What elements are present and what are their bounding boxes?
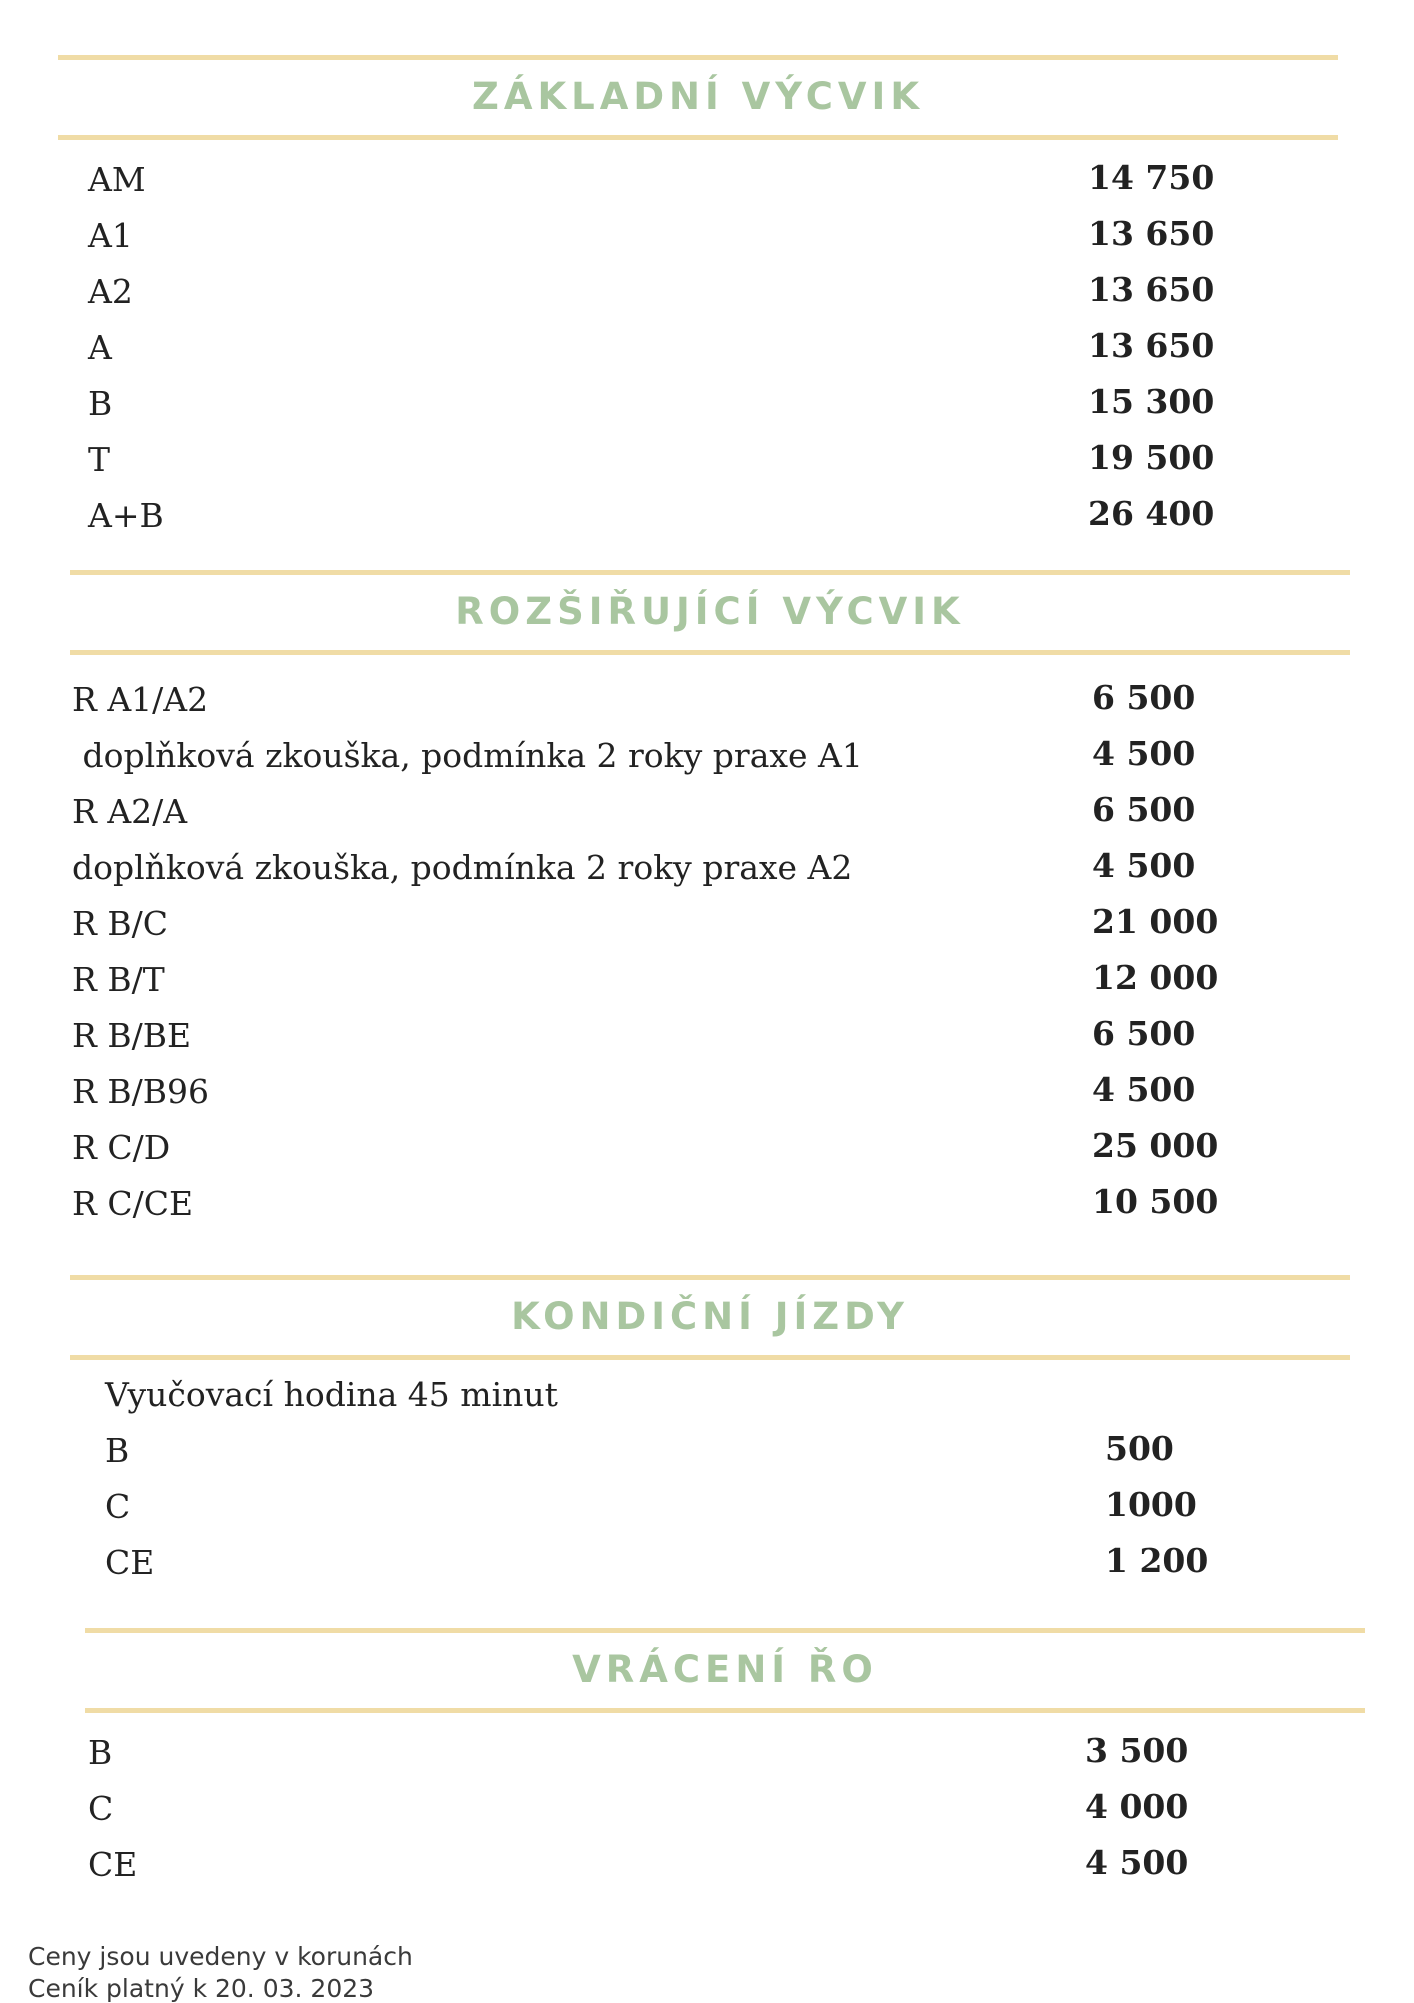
price-row: [88, 216, 1338, 266]
section-bottom-rule: [85, 1708, 1365, 1713]
row-price: 500: [1105, 1429, 1174, 1468]
row-label: A2: [88, 272, 133, 311]
row-label: B: [105, 1431, 130, 1470]
price-row: [72, 1184, 1342, 1234]
row-price: 4 500: [1092, 734, 1196, 773]
footer-validity-note: Ceník platný k 20. 03. 2023: [28, 1974, 375, 2003]
row-label: C: [105, 1487, 131, 1526]
row-label: CE: [88, 1845, 138, 1884]
row-label: R B/T: [72, 960, 165, 999]
row-label: A1: [88, 216, 133, 255]
section-intro: [105, 1375, 1305, 1425]
row-price: 6 500: [1092, 678, 1196, 717]
price-row: [88, 1733, 1358, 1783]
row-price: 14 750: [1088, 158, 1215, 197]
price-row: [88, 328, 1338, 378]
row-label: R B/BE: [72, 1016, 192, 1055]
row-price: 13 650: [1088, 270, 1215, 309]
price-row: [105, 1543, 1345, 1593]
row-label: R A1/A2: [72, 680, 209, 719]
row-price: 4 500: [1085, 1843, 1189, 1882]
row-label: doplňková zkouška, podmínka 2 roky praxe A1: [72, 736, 863, 775]
row-price: 1 200: [1105, 1541, 1209, 1580]
section-zakladni-vycvik: [58, 55, 1338, 555]
row-label: AM: [88, 160, 146, 199]
section-bottom-rule: [70, 650, 1350, 655]
row-label: B: [88, 384, 113, 423]
section-bottom-rule: [70, 1355, 1350, 1360]
row-price: 13 650: [1088, 214, 1215, 253]
price-row: [72, 848, 1342, 898]
price-row: [72, 792, 1342, 842]
price-row: [72, 960, 1342, 1010]
section-heading: ZÁKLADNÍ VÝCVIK: [471, 75, 924, 118]
section-top-rule: [70, 1275, 1350, 1280]
section-bottom-rule: [58, 135, 1338, 140]
row-label: R A2/A: [72, 792, 188, 831]
price-row: [88, 272, 1338, 322]
row-price: 4 500: [1092, 1070, 1196, 1109]
row-price: 26 400: [1088, 494, 1215, 533]
section-heading: ROZŠIŘUJÍCÍ VÝCVIK: [455, 590, 965, 633]
section-top-rule: [70, 570, 1350, 575]
price-row: [88, 1789, 1358, 1839]
section-kondicni-jizdy: [70, 1275, 1350, 1595]
price-row: [88, 384, 1338, 434]
price-row: [72, 680, 1342, 730]
row-label: R C/CE: [72, 1184, 194, 1223]
row-price: 13 650: [1088, 326, 1215, 365]
section-top-rule: [58, 55, 1338, 60]
section-heading: VRÁCENÍ ŘO: [572, 1648, 878, 1691]
row-label: T: [88, 440, 111, 479]
row-price: 6 500: [1092, 790, 1196, 829]
price-row: [72, 736, 1342, 786]
row-price: 6 500: [1092, 1014, 1196, 1053]
row-label: R C/D: [72, 1128, 171, 1167]
price-row: [72, 904, 1342, 954]
row-price: 4 000: [1085, 1787, 1189, 1826]
price-row: [72, 1128, 1342, 1178]
row-label: A+B: [88, 496, 164, 535]
row-price: 15 300: [1088, 382, 1215, 421]
row-price: 19 500: [1088, 438, 1215, 477]
row-price: 25 000: [1092, 1126, 1219, 1165]
row-price: 1000: [1105, 1485, 1197, 1524]
row-label: C: [88, 1789, 114, 1828]
row-label: B: [88, 1733, 113, 1772]
row-label: R B/C: [72, 904, 168, 943]
row-price: 10 500: [1092, 1182, 1219, 1221]
row-label: CE: [105, 1543, 155, 1582]
section-top-rule: [85, 1628, 1365, 1633]
price-row: [72, 1016, 1342, 1066]
price-row: [88, 440, 1338, 490]
price-row: [105, 1487, 1345, 1537]
price-row: [88, 160, 1338, 210]
row-price: 12 000: [1092, 958, 1219, 997]
price-row: [72, 1072, 1342, 1122]
row-label: R B/B96: [72, 1072, 209, 1111]
section-rozsirujici-vycvik: [70, 570, 1350, 1230]
row-label: doplňková zkouška, podmínka 2 roky praxe A2: [72, 848, 853, 887]
row-price: 3 500: [1085, 1731, 1189, 1770]
intro-text: Vyučovací hodina 45 minut: [105, 1375, 558, 1414]
row-price: 21 000: [1092, 902, 1219, 941]
section-heading: KONDIČNÍ JÍZDY: [511, 1295, 909, 1338]
footer-currency-note: Ceny jsou uvedeny v korunách: [28, 1942, 413, 1971]
section-vraceni-ro: [85, 1628, 1365, 1884]
price-row: [88, 1845, 1358, 1895]
price-row: [105, 1431, 1345, 1481]
row-label: A: [88, 328, 112, 367]
row-price: 4 500: [1092, 846, 1196, 885]
price-row: [88, 496, 1338, 546]
